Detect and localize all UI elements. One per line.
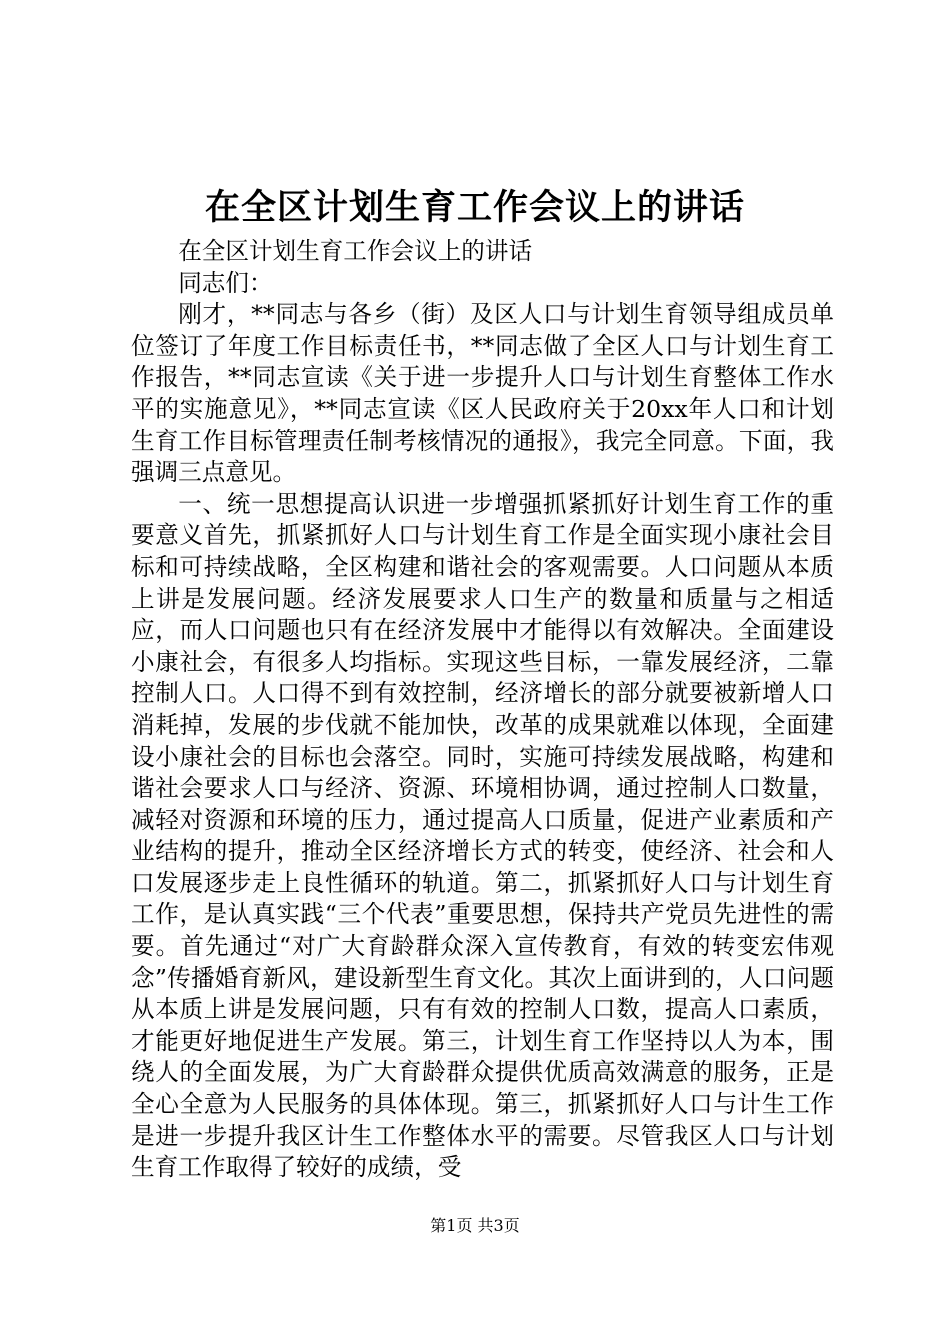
paragraph-subtitle: 在全区计划生育工作会议上的讲话 — [178, 237, 533, 265]
paragraph-section-one: 一、统一思想提高认识进一步增强抓紧抓好计划生育工作的重要意义首先，抓紧抓好人口与计划生育工作是全面实现小康社会目标和可持续战略，全区构建和谐社会的客观需要。人口问题从本质上讲是发展问题。经济发展要求人口生产的数量和质量与之相适应，而人口问题也只有在经济发展中才能得以有效解决。全面建设小康社会，有很多人均指标。实现这些目标，一靠发展经济，二靠控制人口。人口得不到有效控制，经济增长的部分就要被新增人口消耗掉，发展的步伐就不能加快，改革的成果就难以体现，全面建设小康社会的目标也会落空。同时，实施可持续发展战略，构建和谐社会要求人口与经济、资源、环境相协调，通过控制人口数量，减轻对资源和环境的压力，通过提高人口质量，促进产业素质和产业结构的提升，推动全区经济增长方式的转变，使经济、社会和人口发展逐步走上良性循环的轨道。第二，抓紧抓好人口与计划生育工作，是认真实践“三个代表”重要思想，保持共产党员先进性的需要。首先通过“对广大育龄群众深入宣传教育，有效的转变宏伟观念”传播婚育新风，建设新型生育文化。其次上面讲到的，人口问题从本质上讲是发展问题，只有有效的控制人口数，提高人口素质，才能更好地促进生产发展。第三，计划生育工作坚持以人为本，围绕人的全面发展，为广大育龄群众提供优质高效满意的服务，正是全心全意为人民服务的具体体现。第三，抓紧抓好人口与计生工作是进一步提升我区计生工作整体水平的需要。尽管我区人口与计划生育工作取得了较好的成绩，受 — [131, 489, 834, 1182]
document-body — [131, 236, 834, 1184]
document-title: 在全区计划生育工作会议上的讲话 — [204, 187, 745, 228]
paragraph-salutation: 同志们： — [178, 268, 273, 297]
page-number-footer: 第1页 共3页 — [430, 1216, 520, 1235]
paragraph-opening: 刚才，**同志与各乡（街）及区人口与计划生育领导组成员单位签订了年度工作目标责任书，**同志做了全区人口与计划生育工作报告，**同志宣读《关于进一步提升人口与计划生育整体工作水平的实施意见》，**同志宣读《区人民政府关于20xx年人口和计划生育工作目标管理责任制考核情况的通报》，我完全同意。下面，我强调三点意见。 — [131, 300, 834, 487]
